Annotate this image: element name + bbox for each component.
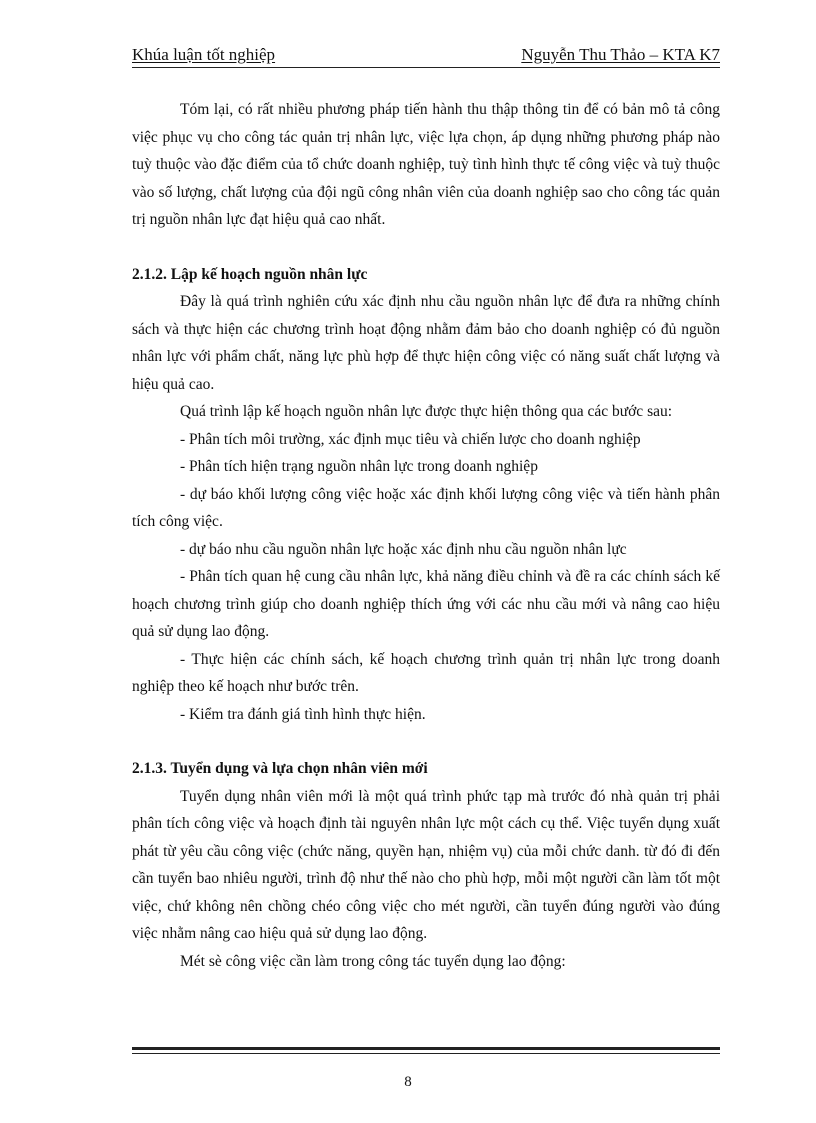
page-number: 8 bbox=[404, 1074, 412, 1090]
list-item-step: - dự báo khối lượng công việc hoặc xác định khối lượng công việc và tiến hành phân tích công việc. bbox=[132, 485, 720, 530]
header-author: Nguyễn Thu Thảo – KTA K7 bbox=[521, 45, 720, 64]
header-divider bbox=[132, 67, 720, 68]
list-item-step: - Phân tích môi trường, xác định mục tiêu và chiến lược cho doanh nghiệp bbox=[180, 430, 641, 448]
paragraph-recruitment-tasks: Mét sè công việc cần làm trong công tác tuyển dụng lao động: bbox=[180, 952, 566, 970]
section-heading-2-1-3: 2.1.3. Tuyển dụng và lựa chọn nhân viên mới bbox=[132, 760, 428, 777]
footer-divider-thin bbox=[132, 1053, 720, 1054]
section-gap bbox=[132, 234, 720, 261]
page-header bbox=[132, 44, 720, 66]
header-thesis-title: Khúa luận tốt nghiệp bbox=[132, 45, 276, 64]
page-body bbox=[132, 96, 720, 975]
list-item-step: - Thực hiện các chính sách, kế hoạch chương trình quản trị nhân lực trong doanh nghiệp theo kế hoạch như bước trên. bbox=[132, 650, 720, 695]
footer-divider-thick bbox=[132, 1047, 720, 1050]
paragraph-recruitment: Tuyển dụng nhân viên mới là một quá trình phức tạp mà trước đó nhà quản trị phải phân tích công việc và hoạch định tài nguyên nhân lực một cách cụ thể. Việc tuyển dụng xuất phát từ yêu cầu công việc (chức năng, quyền hạn, nhiệm vụ) của mỗi chức danh. từ đó đi đến cần tuyển bao nhiêu người, trình độ như thế nào cho phù hợp, mỗi một người cần làm tốt một việc, chứ không nên chồng chéo công việc cho mét người, cần tuyển đúng người vào đúng việc nhằm nâng cao hiệu quả sử dụng lao động. bbox=[132, 787, 720, 942]
list-item-step: - Phân tích quan hệ cung cầu nhân lực, khả năng điều chỉnh và đề ra các chính sách kế hoạch chương trình giúp cho doanh nghiệp thích ứng với các nhu cầu mới và nâng cao hiệu quả sử dụng lao động. bbox=[132, 568, 720, 640]
paragraph-summary: Tóm lại, có rất nhiều phương pháp tiến hành thu thập thông tin để có bản mô tả công việc phục vụ cho công tác quản trị nhân lực, việc lựa chọn, áp dụng những phương pháp nào tuỳ thuộc vào đặc điểm của tổ chức doanh nghiệp, tuỳ tình hình thực tế công việc và tuỳ thuộc vào số lượng, chất lượng của đội ngũ công nhân viên của doanh nghiệp sao cho công tác quản trị nguồn nhân lực đạt hiệu quả cao nhất. bbox=[132, 101, 720, 228]
section-gap bbox=[132, 728, 720, 755]
list-item-step: - Kiểm tra đánh giá tình hình thực hiện. bbox=[180, 705, 426, 723]
list-item-step: - dự báo nhu cầu nguồn nhân lực hoặc xác định nhu cầu nguồn nhân lực bbox=[180, 540, 627, 558]
section-heading-2-1-2: 2.1.2. Lập kế hoạch nguồn nhân lực bbox=[132, 265, 368, 283]
paragraph-planning-definition: Đây là quá trình nghiên cứu xác định nhu cầu nguồn nhân lực để đưa ra những chính sách và thực hiện các chương trình hoạt động nhằm đảm bảo cho doanh nghiệp có đủ nguồn nhân lực với phẩm chất, năng lực phù hợp để thực hiện công việc có năng suất chất lượng và hiệu quả cao. bbox=[132, 293, 720, 393]
list-item-step: - Phân tích hiện trạng nguồn nhân lực trong doanh nghiệp bbox=[180, 458, 538, 475]
paragraph-planning-steps-intro: Quá trình lập kế hoạch nguồn nhân lực được thực hiện thông qua các bước sau: bbox=[180, 403, 673, 420]
